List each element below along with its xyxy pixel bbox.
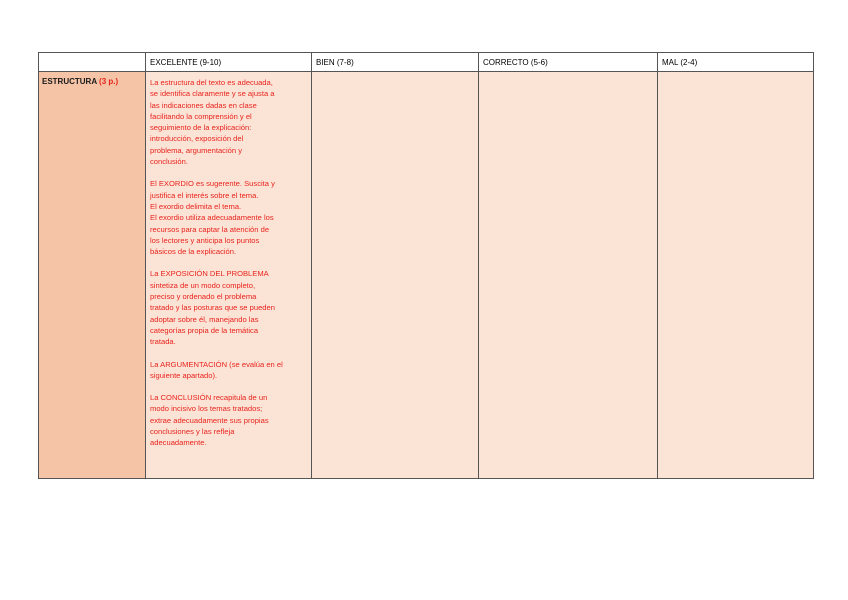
description-paragraph [150, 178, 307, 257]
rubric-table [38, 52, 814, 479]
header-correcto: CORRECTO (5-6) [479, 53, 658, 72]
bien-cell [312, 72, 479, 479]
description-line: adecuadamente. [150, 438, 207, 448]
description-line: La EXPOSICIÓN DEL PROBLEMA [150, 269, 269, 279]
description-line: La ARGUMENTACIÓN (se evalúa en el [150, 359, 283, 369]
description-paragraph [150, 77, 307, 167]
description-line: La CONCLUSIÓN recapitula de un [150, 393, 268, 403]
description-line: las indicaciones dadas en clase [150, 100, 257, 110]
excelente-description [146, 72, 311, 449]
criterion-cell [39, 72, 146, 479]
description-line: introducción, exposición del [150, 134, 244, 144]
criterion-points: (3 p.) [99, 77, 119, 86]
description-line: problema, argumentación y [150, 145, 243, 155]
description-line: categorías propia de la temática [150, 325, 259, 335]
description-line: conclusión. [150, 157, 188, 167]
header-row [39, 53, 814, 72]
excelente-cell [146, 72, 312, 479]
description-line: preciso y ordenado el problema [150, 292, 257, 302]
description-paragraph [150, 268, 307, 347]
description-line: El EXORDIO es sugerente. Suscita y [150, 179, 275, 189]
mal-cell [658, 72, 814, 479]
description-line: básicos de la explicación. [150, 247, 237, 257]
description-line: tratada. [150, 337, 176, 347]
description-line: siguiente apartado). [150, 370, 218, 380]
correcto-cell [479, 72, 658, 479]
description-line: El exordio delimita el tema. [150, 201, 242, 211]
description-line: tratado y las posturas que se pueden [150, 303, 275, 313]
description-line: modo incisivo los temas tratados; [150, 404, 263, 414]
description-line: extrae adecuadamente sus propias [150, 415, 269, 425]
description-line: se identifica claramente y se ajusta a [150, 89, 275, 99]
description-line: facilitando la comprensión y el [150, 111, 252, 121]
description-line: sintetiza de un modo completo, [150, 280, 256, 290]
header-excelente: EXCELENTE (9-10) [146, 53, 312, 72]
description-paragraph [150, 359, 307, 382]
description-line: los lectores y anticipa los puntos [150, 235, 260, 245]
criterion-label: ESTRUCTURA [42, 77, 97, 86]
description-line: conclusiones y las refleja [150, 427, 235, 437]
description-line: seguimiento de la explicación: [150, 123, 252, 133]
description-line: La estructura del texto es adecuada, [150, 78, 273, 87]
table-row-estructura [39, 72, 814, 479]
description-line: recursos para captar la atención de [150, 224, 270, 234]
description-line: El exordio utiliza adecuadamente los [150, 213, 274, 223]
description-line: justifica el interés sobre el tema. [150, 190, 259, 200]
description-line: adoptar sobre él, manejando las [150, 314, 259, 324]
header-criterion [39, 53, 146, 72]
header-mal: MAL (2-4) [658, 53, 814, 72]
description-paragraph [150, 392, 307, 448]
header-bien: BIEN (7-8) [312, 53, 479, 72]
